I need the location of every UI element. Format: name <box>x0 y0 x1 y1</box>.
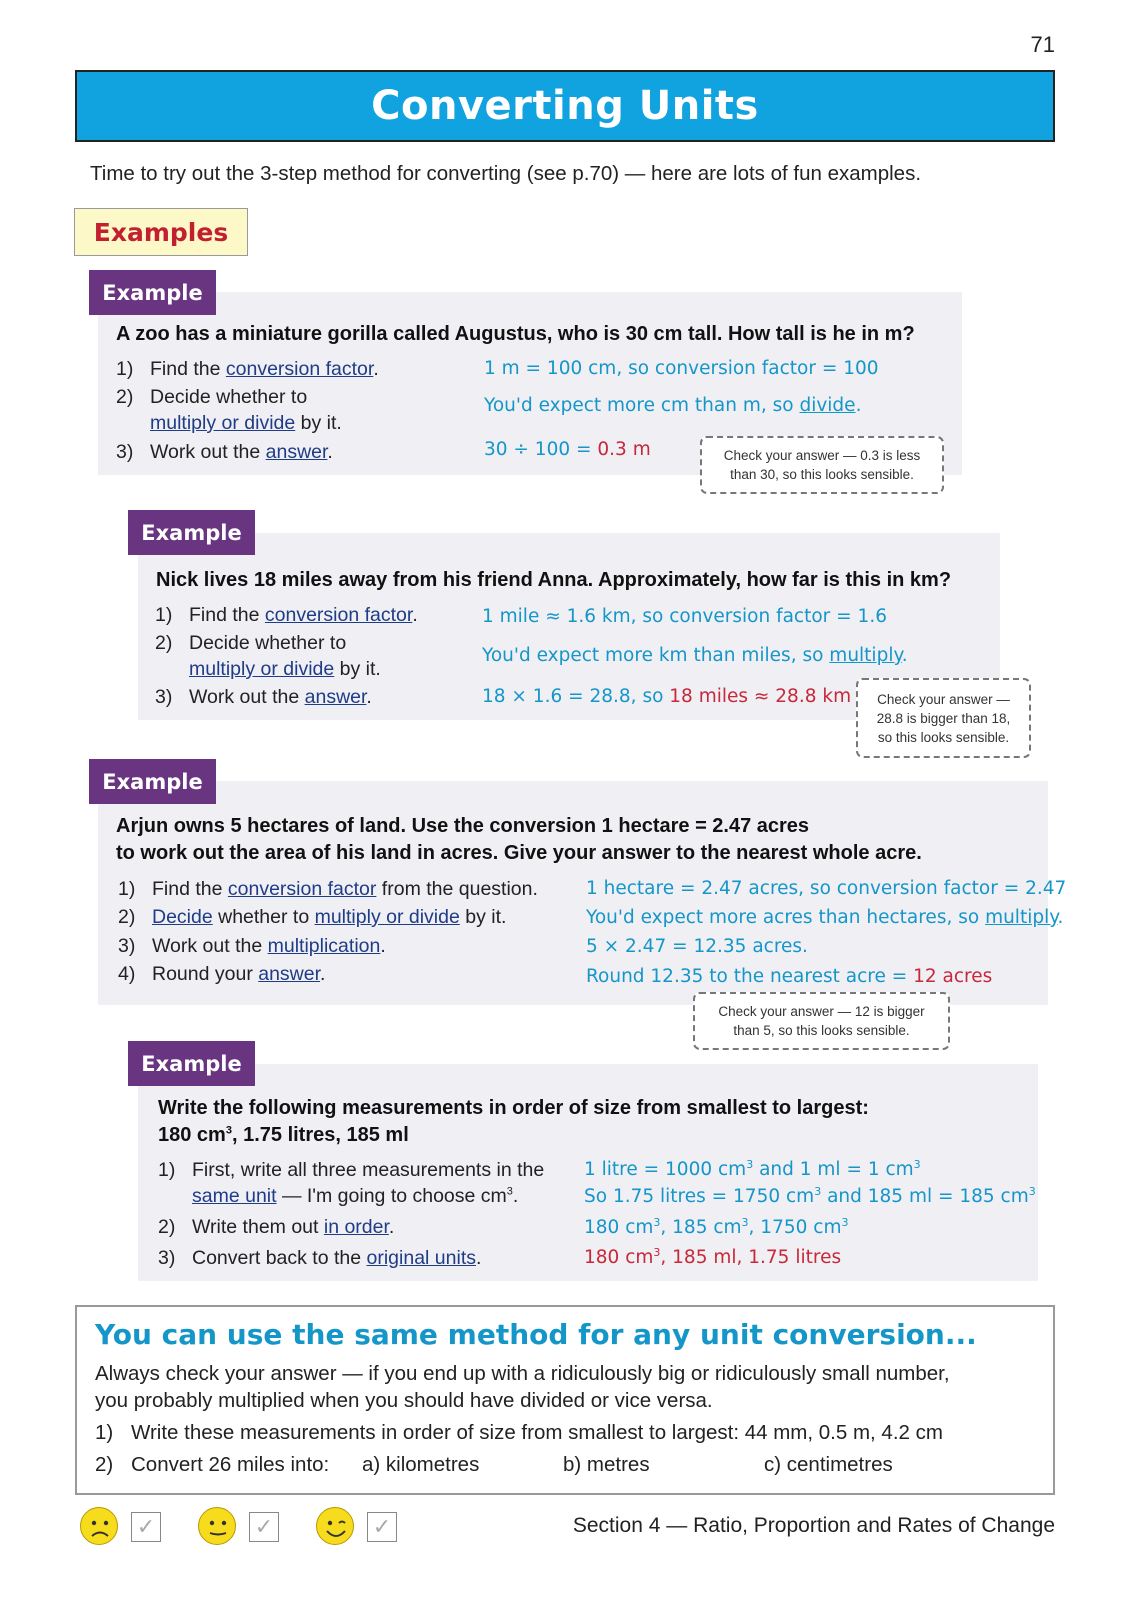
example-4-answer-1: 1 litre = 1000 $cm^3$ and 1 ml = 1 $cm^3$ <box>584 1157 921 1180</box>
example-1-answer-1: 1 m = 100 cm, so conversion factor = 100 <box>484 358 879 379</box>
neutral-face-icon <box>198 1507 236 1545</box>
intro-text: Time to try out the 3-step method for converting (see p.70) — here are lots of fun examples. <box>90 162 922 185</box>
example-1-question: A zoo has a miniature gorilla called Augustus, who is 30 cm tall. How tall is he in m? <box>116 323 915 345</box>
example-4-answer-4: 180 $cm^3$, 185 ml, 1.75 litres <box>584 1245 842 1268</box>
example-2-answer-3: 18 × 1.6 = 28.8, so 18 miles ≈ 28.8 km <box>482 686 852 707</box>
checkbox-icon[interactable]: ✓ <box>249 1512 279 1542</box>
example-3-answer-2: You'd expect more acres than hectares, so multiply. <box>586 907 1064 928</box>
example-4-step-3: 3) Convert back to the original units. <box>158 1247 482 1269</box>
example-1-step-3: 3) Work out the answer. <box>116 441 333 463</box>
example-4-answer-2: So 1.75 litres = 1750 $cm^3$ and 185 ml = 185 $cm^3$ <box>584 1184 1036 1207</box>
example-2-step-1: 1) Find the conversion factor. <box>155 604 418 626</box>
example-3-check-note: Check your answer — 12 is bigger than 5, so this looks sensible. <box>693 992 950 1050</box>
example-1-answer-3: 30 ÷ 100 = 0.3 m <box>484 439 651 460</box>
happy-face-icon <box>316 1507 354 1545</box>
example-4-step-1: 1) First, write all three measurements in the same unit — I'm going to choose $cm^3$. <box>158 1159 545 1207</box>
example-2-answer-1: 1 mile ≈ 1.6 km, so conversion factor = 1.6 <box>482 606 887 627</box>
sad-face-icon <box>80 1507 118 1545</box>
example-3-answer-3: 5 × 2.47 = 12.35 acres. <box>586 936 808 957</box>
example-3-tab: Example <box>89 759 216 804</box>
example-3-step-2: 2) Decide whether to multiply or divide by it. <box>118 906 507 928</box>
example-2-check-note: Check your answer — 28.8 is bigger than 18, so this looks sensible. <box>856 678 1031 758</box>
page-title: Converting Units <box>75 70 1055 142</box>
example-1-check-note: Check your answer — 0.3 is less than 30, so this looks sensible. <box>700 436 944 494</box>
example-1-answer-2: You'd expect more cm than m, so divide. <box>484 395 862 416</box>
example-1-step-1: 1) Find the conversion factor. <box>116 358 379 380</box>
example-3-answer-1: 1 hectare = 2.47 acres, so conversion factor = 2.47 <box>586 878 1067 899</box>
checkbox-icon[interactable]: ✓ <box>131 1512 161 1542</box>
checkbox-icon[interactable]: ✓ <box>367 1512 397 1542</box>
example-3-step-1: 1) Find the conversion factor from the question. <box>118 878 538 900</box>
example-4-question: Write the following measurements in order of size from smallest to largest: 180 $cm^3$, 1.75 litres, 185 ml <box>158 1097 869 1146</box>
page-number: 71 <box>1030 32 1055 57</box>
example-4-answer-3: 180 $cm^3$, 185 $cm^3$, 1750 $cm^3$ <box>584 1215 849 1238</box>
example-3-question: Arjun owns 5 hectares of land. Use the conversion 1 hectare = 2.47 acres to work out the area of his land in acres. Give your answer to the nearest whole acre. <box>116 815 922 864</box>
example-2-step-3: 3) Work out the answer. <box>155 686 372 708</box>
example-2-question: Nick lives 18 miles away from his friend Anna. Approximately, how far is this in km? <box>156 569 952 591</box>
example-3-answer-4: Round 12.35 to the nearest acre = 12 acres <box>586 966 993 987</box>
example-1-step-2: 2) Decide whether to multiply or divide by it. <box>116 386 342 434</box>
practice-question-1: 1) Write these measurements in order of size from smallest to largest: 44 mm, 0.5 m, 4.2 cm <box>95 1421 943 1444</box>
example-1-tab: Example <box>89 270 216 315</box>
example-2-answer-2: You'd expect more km than miles, so multiply. <box>482 645 908 666</box>
example-2-step-2: 2) Decide whether to multiply or divide by it. <box>155 632 381 680</box>
section-footer: Section 4 — Ratio, Proportion and Rates of Change <box>572 1514 1055 1537</box>
summary-text: Always check your answer — if you end up with a ridiculously big or ridiculously small number, you probably multiplied when you should have divided or vice versa. <box>95 1362 950 1412</box>
example-3-step-4: 4) Round your answer. <box>118 963 326 985</box>
practice-question-2: 2) Convert 26 miles into: a) kilometres b) metres c) centimetres <box>95 1453 893 1476</box>
summary-heading: You can use the same method for any unit conversion... <box>95 1318 977 1351</box>
example-2-tab: Example <box>128 510 255 555</box>
example-4-step-2: 2) Write them out in order. <box>158 1216 395 1238</box>
example-4-tab: Example <box>128 1041 255 1086</box>
example-3-step-3: 3) Work out the multiplication. <box>118 935 386 957</box>
examples-heading: Examples <box>74 208 248 256</box>
